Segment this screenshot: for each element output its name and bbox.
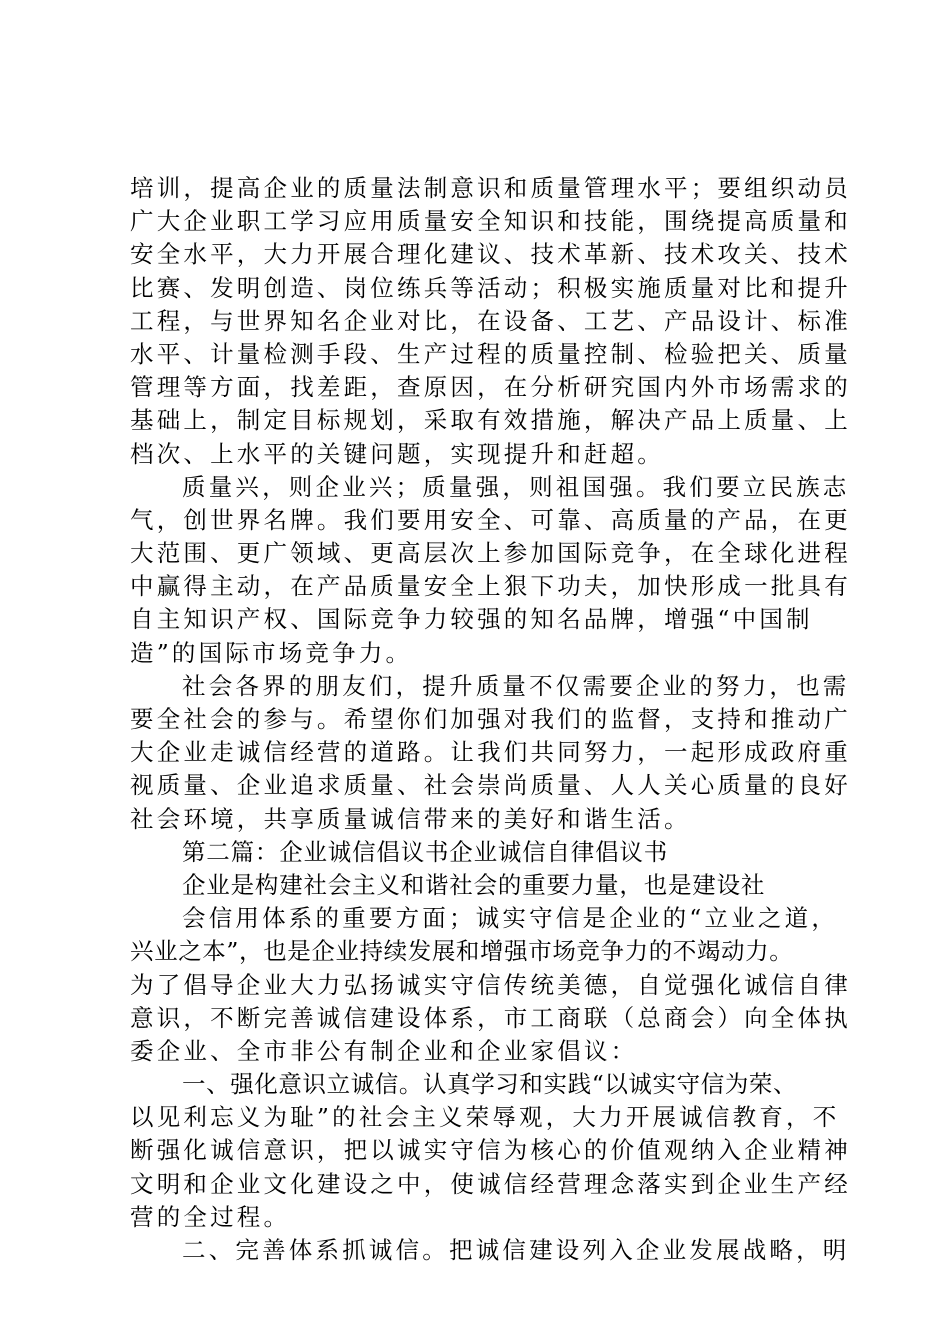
text-line: 社会环境，共享质量诚信带来的美好和谐生活。 <box>130 804 691 833</box>
text-line: 文明和企业文化建设之中，使诚信经营理念落实到企业生产经 <box>130 1169 851 1198</box>
text-line: 基础上，制定目标规划，采取有效措施，解决产品上质量、上 <box>130 406 851 435</box>
text-line: 大企业走诚信经营的道路。让我们共同努力，一起形成政府重 <box>130 738 851 767</box>
text-line: 委企业、全市非公有制企业和企业家倡议： <box>130 1036 638 1065</box>
text-line: 二、完善体系抓诚信。把诚信建设列入企业发展战略，明 <box>182 1236 850 1264</box>
text-line: 造”的国际市场竞争力。 <box>130 638 413 667</box>
document-body <box>130 172 851 1267</box>
text-line: 工程，与世界知名企业对比，在设备、工艺、产品设计、标准 <box>130 306 851 335</box>
text-line: 质量兴，则企业兴；质量强，则祖国强。我们要立民族志 <box>182 472 850 501</box>
text-line: 培训，提高企业的质量法制意识和质量管理水平；要组织动员 <box>130 174 851 202</box>
text-line: 兴业之本”，也是企业持续发展和增强市场竞争力的不竭动力。 <box>130 937 794 966</box>
text-line: 社会各界的朋友们，提升质量不仅需要企业的努力，也需 <box>182 671 850 700</box>
text-line: 以见利忘义为耻”的社会主义荣辱观，大力开展诚信教育，不 <box>130 1103 840 1132</box>
text-line: 意识，不断完善诚信建设体系，市工商联（总商会）向全体执 <box>130 1003 851 1032</box>
text-line: 档次、上水平的关键问题，实现提升和赶超。 <box>130 439 664 468</box>
text-line: 视质量、企业追求质量、社会崇尚质量、人人关心质量的良好 <box>130 771 851 800</box>
text-line: 中赢得主动，在产品质量安全上狠下功夫，加快形成一批具有 <box>130 572 851 601</box>
text-line: 企业是构建社会主义和谐社会的重要力量，也是建设社 <box>182 870 766 899</box>
text-line: 为了倡导企业大力弘扬诚实守信传统美德，自觉强化诚信自律 <box>130 970 851 999</box>
text-line: 大范围、更广领域、更高层次上参加国际竞争，在全球化进程 <box>130 539 851 568</box>
text-line: 断强化诚信意识，把以诚实守信为核心的价值观纳入企业精神 <box>130 1136 851 1165</box>
text-line: 气，创世界名牌。我们要用安全、可靠、高质量的产品，在更 <box>130 505 851 534</box>
text-line: 水平、计量检测手段、生产过程的质量控制、检验把关、质量 <box>130 339 851 368</box>
text-line: 要全社会的参与。希望你们加强对我们的监督，支持和推动广 <box>130 705 851 733</box>
text-line: 一、强化意识立诚信。认真学习和实践“以诚实守信为荣、 <box>182 1070 798 1099</box>
text-line: 营的全过程。 <box>130 1202 291 1231</box>
text-line: 第二篇：企业诚信倡议书企业诚信自律倡议书 <box>182 837 668 866</box>
text-line: 安全水平，大力开展合理化建议、技术革新、技术攻关、技术 <box>130 240 851 269</box>
text-line: 自主知识产权、国际竞争力较强的知名品牌，增强“中国制 <box>130 605 813 634</box>
text-line: 管理等方面，找差距，查原因，在分析研究国内外市场需求的 <box>130 373 851 402</box>
text-line: 广大企业职工学习应用质量安全知识和技能，围绕提高质量和 <box>130 207 851 236</box>
text-line: 会信用体系的重要方面；诚实守信是企业的“立业之道， <box>182 904 839 933</box>
text-line: 比赛、发明创造、岗位练兵等活动；积极实施质量对比和提升 <box>130 273 851 302</box>
